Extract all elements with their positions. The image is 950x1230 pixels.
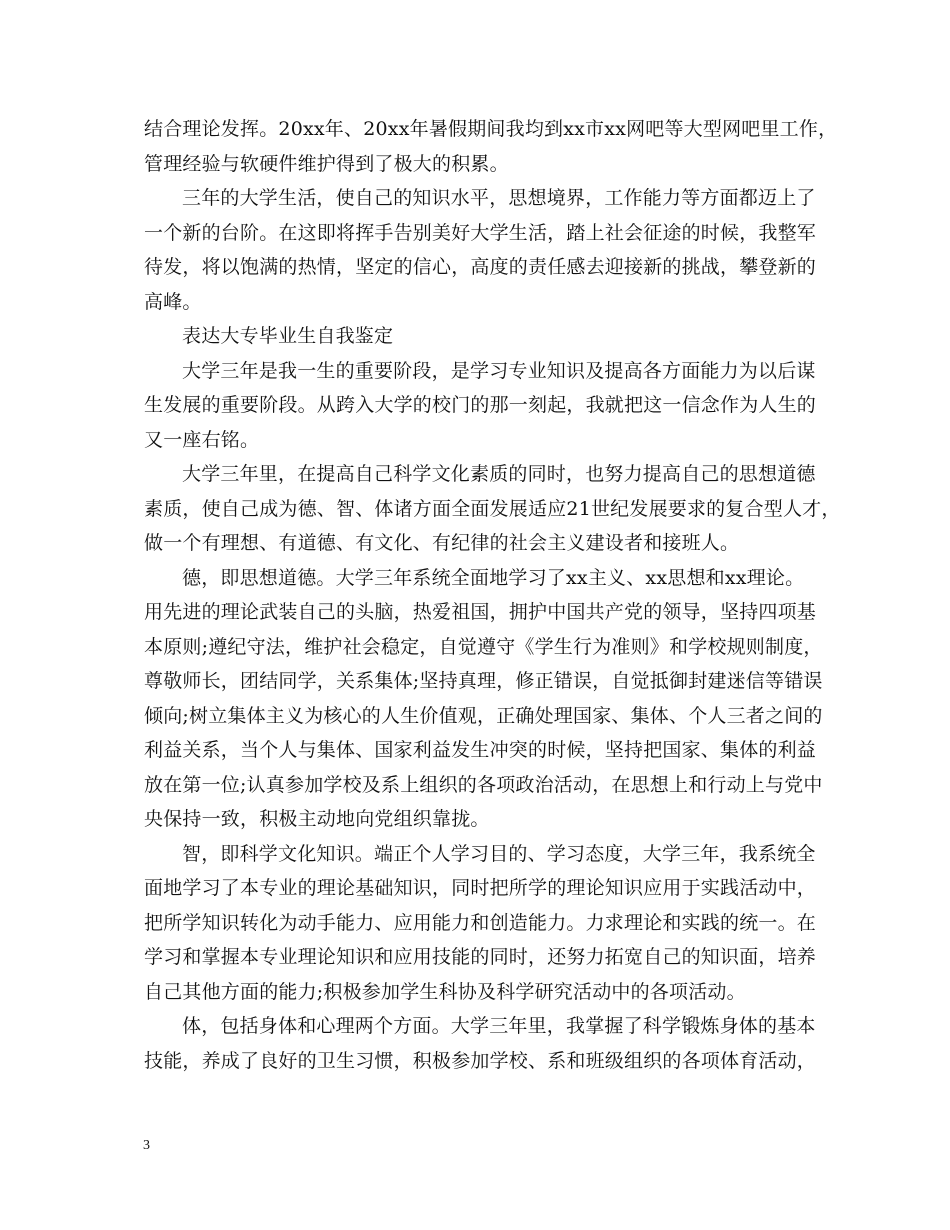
text-line: 智，即科学文化知识。端正个人学习目的、学习态度，大学三年，我系统全 [182,842,816,865]
paragraph [144,181,824,319]
page-number: 3 [143,1138,150,1153]
text-line: 利益关系，当个人与集体、国家利益发生冲突的时候，坚持把国家、集体的利益 [144,739,817,761]
text-line: 倾向;树立集体主义为核心的人生价值观，正确处理国家、集体、个人三者之间的 [144,704,823,727]
text-line: 德，即思想道德。大学三年系统全面地学习了xx主义、xx思想和xx理论。 [182,566,805,589]
text-line: 又一座右铭。 [144,428,260,451]
text-line: 大学三年是我一生的重要阶段，是学习专业知识及提高各方面能力为以后谋 [182,359,816,382]
paragraph [144,354,824,458]
text-line: 学习和掌握本专业理论知识和应用技能的同时，还努力拓宽自己的知识面，培养 [144,946,817,968]
text-line: 大学三年里，在提高自己科学文化素质的同时，也努力提高自己的思想道德 [182,463,816,485]
text-line: 管理经验与软硬件维护得到了极大的积累。 [144,152,509,175]
text-line: 尊敬师长，团结同学，关系集体;坚持真理，修正错误，自觉抵御封建迷信等错误 [144,670,823,692]
text-line: 本原则;遵纪守法，维护社会稳定，自觉遵守《学生行为准则》和学校规则制度， [144,635,823,658]
text-line: 待发，将以饱满的热情，坚定的信心，高度的责任感去迎接新的挑战，攀登新的 [144,256,817,278]
paragraph [144,561,824,837]
text-line: 高峰。 [144,290,202,313]
paragraph [144,837,824,1010]
text-line: 表达大专毕业生自我鉴定 [182,325,394,347]
text-line: 素质，使自己成为德、智、体诸方面全面发展适应21世纪发展要求的复合型人才， [144,497,841,520]
paragraph [144,319,824,354]
text-line: 做一个有理想、有道德、有文化、有纪律的社会主义建设者和接班人。 [144,532,740,554]
paragraph [144,457,841,561]
paragraph [144,1009,824,1078]
text-line: 生发展的重要阶段。从跨入大学的校门的那一刻起，我就把这一信念作为人生的 [144,394,817,416]
text-line: 央保持一致，积极主动地向党组织靠拢。 [144,808,490,830]
text-line: 把所学知识转化为动手能力、应用能力和创造能力。力求理论和实践的统一。在 [144,911,817,934]
text-line: 自己其他方面的能力;积极参加学生科协及科学研究活动中的各项活动。 [144,980,746,1003]
text-line: 用先进的理论武装自己的头脑，热爱祖国，拥护中国共产党的领导，坚持四项基 [144,601,817,623]
text-line: 技能，养成了良好的卫生习惯，积极参加学校、系和班级组织的各项体育活动， [144,1049,817,1072]
paragraph [144,112,838,181]
text-line: 放在第一位;认真参加学校及系上组织的各项政治活动，在思想上和行动上与党中 [144,773,823,796]
document-body [144,112,841,1078]
text-line: 一个新的台阶。在这即将挥手告别美好大学生活，踏上社会征途的时候，我整军 [144,221,817,244]
text-line: 结合理论发挥。20xx年、20xx年暑假期间我均到xx市xx网吧等大型网吧里工作， [144,118,838,140]
text-line: 三年的大学生活，使自己的知识水平，思想境界，工作能力等方面都迈上了 [182,187,816,209]
text-line: 面地学习了本专业的理论基础知识，同时把所学的理论知识应用于实践活动中， [144,877,817,899]
text-line: 体，包括身体和心理两个方面。大学三年里，我掌握了科学锻炼身体的基本 [182,1015,816,1037]
